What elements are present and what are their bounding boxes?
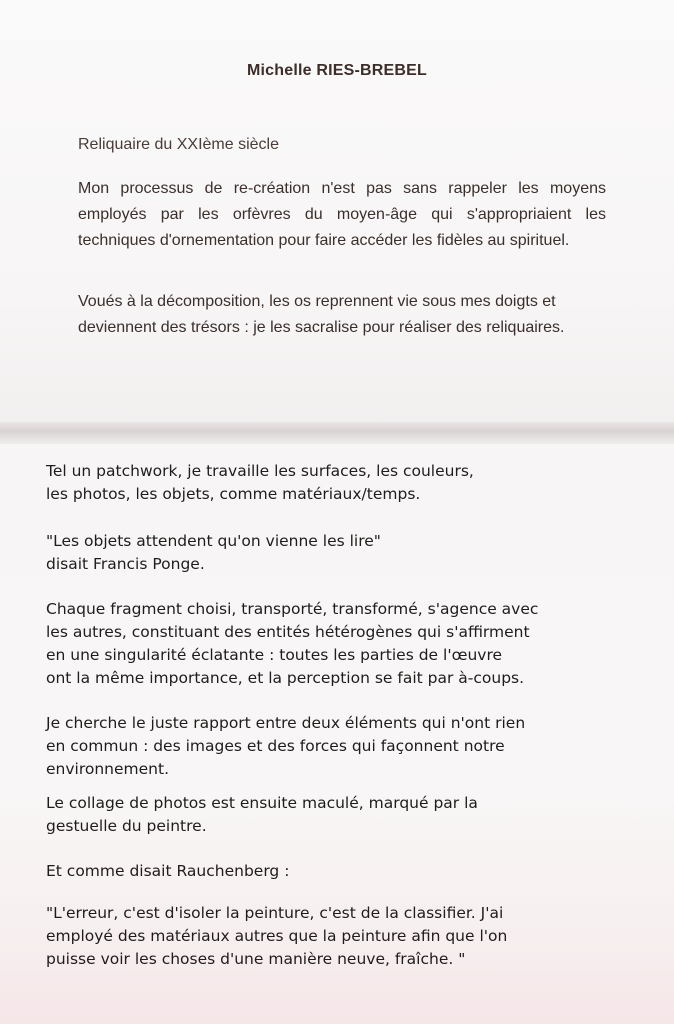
body-quote: "L'erreur, c'est d'isoler la peinture, c'est de la classifier. J'ai employé des matériaux autres que la peinture afin que l'on puisse voir les choses d'une manière neuve, fraîche. " — [46, 904, 508, 968]
body-paragraph-1: Tel un patchwork, je travaille les surfaces, les couleurs, les photos, les objets, comme matériaux/temps. — [46, 462, 474, 503]
body-paragraph-4: Je cherche le juste rapport entre deux éléments qui n'ont rien en commun : des images et des forces qui façonnent notre environnement. — [46, 714, 526, 778]
intro-paragraph-2: Voués à la décomposition, les os reprennent vie sous mes doigts et deviennent des trésors : je les sacralise pour réaliser des reliquaires. — [78, 293, 565, 336]
body-paragraph-2: "Les objets attendent qu'on vienne les lire" disait Francis Ponge. — [46, 532, 381, 573]
author-name: Michelle RIES-BREBEL — [246, 62, 428, 79]
body-paragraph-3: Chaque fragment choisi, transporté, transformé, s'agence avec les autres, constituant des entités hétérogènes qui s'affirment en une singularité éclatante : toutes les parties de l'œuvre ont la même importance, et la perception se fait par à-coups. — [46, 600, 539, 687]
intro-paragraph-1: Mon processus de re-création n'est pas sans rappeler les moyens employés par les orfèvres du moyen-âge qui s'appropriaient les techniques d'ornementation pour faire accéder les fidèles au spirituel. — [78, 180, 606, 249]
body-paragraph-5: Le collage de photos est ensuite maculé, marqué par la gestuelle du peintre. — [46, 794, 478, 835]
document-subtitle: Reliquaire du XXIème siècle — [78, 136, 279, 153]
body-paragraph-6: Et comme disait Rauchenberg : — [46, 862, 290, 880]
